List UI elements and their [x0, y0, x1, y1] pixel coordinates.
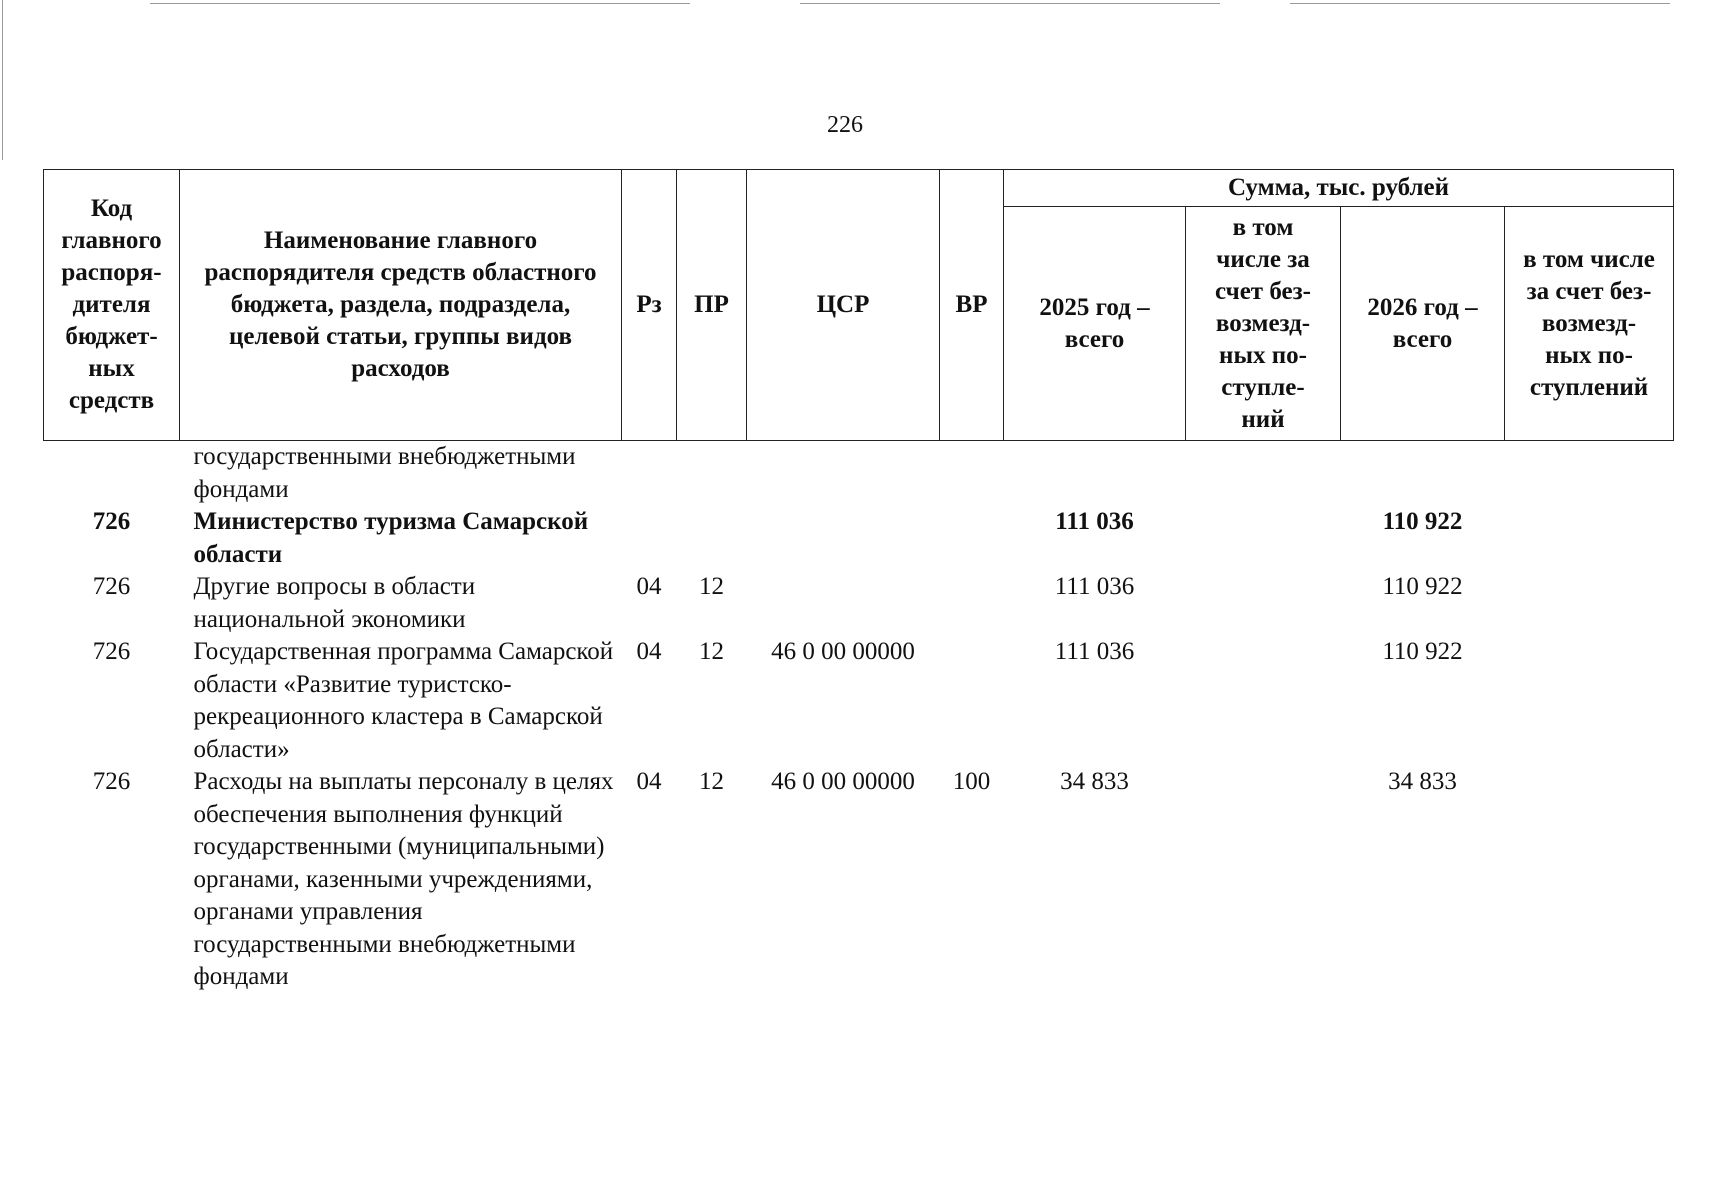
cell-csr: 46 0 00 00000 — [771, 638, 915, 665]
cell-2026-total — [1341, 441, 1505, 507]
header-code: Код главного распоря-дителя бюджет-ных средств — [44, 170, 180, 441]
cell-2025-total — [1004, 441, 1186, 507]
cell-csr — [747, 571, 940, 636]
header-2025-total: 2025 год – всего — [1004, 207, 1186, 441]
cell-2025-grants — [1186, 571, 1341, 636]
header-2026-grants: в том числе за счет без-возмезд-ных по-ступлений — [1505, 207, 1674, 441]
cell-code: 726 — [92, 573, 131, 600]
cell-2026-grants — [1505, 766, 1674, 994]
cell-2025-total: 111 036 — [1054, 573, 1135, 600]
cell-code: 726 — [92, 508, 131, 535]
cell-name: государственными внебюджетными фондами — [193, 443, 576, 503]
cell-2026-total: 110 922 — [1382, 508, 1463, 535]
cell-vr — [940, 441, 1004, 507]
cell-pr — [677, 441, 747, 507]
header-sum-group: Сумма, тыс. рублей — [1004, 170, 1674, 207]
cell-2026-total: 110 922 — [1382, 573, 1463, 600]
cell-code: 726 — [92, 768, 131, 795]
table-row — [44, 766, 1674, 994]
cell-name: Министерство туризма Самарской области — [193, 508, 589, 568]
cell-pr — [677, 506, 747, 571]
cell-rz: 04 — [636, 573, 662, 600]
cell-2025-total: 111 036 — [1054, 638, 1135, 665]
cell-vr: 100 — [952, 768, 991, 795]
cell-2025-grants — [1186, 766, 1341, 994]
header-2025-grants: в том числе за счет без-возмезд-ных по-ступле-ний — [1186, 207, 1341, 441]
cell-csr — [747, 441, 940, 507]
cell-2026-grants — [1505, 636, 1674, 766]
cell-vr — [940, 636, 1004, 766]
cell-2026-total: 110 922 — [1382, 638, 1463, 665]
table-row — [44, 636, 1674, 766]
cell-code: 726 — [92, 638, 131, 665]
cell-2025-total: 111 036 — [1055, 508, 1134, 535]
table-row — [44, 571, 1674, 636]
table-row — [44, 506, 1674, 571]
table-row — [44, 441, 1674, 507]
cell-2025-grants — [1186, 636, 1341, 766]
cell-pr: 12 — [699, 768, 724, 795]
page-number: 226 — [827, 112, 863, 138]
cell-rz — [622, 506, 677, 571]
cell-2025-grants — [1186, 506, 1341, 571]
header-csr: ЦСР — [747, 170, 940, 441]
scan-edge-line — [150, 3, 690, 4]
cell-vr — [940, 571, 1004, 636]
cell-2026-grants — [1505, 441, 1674, 507]
cell-2025-total: 34 833 — [1060, 768, 1129, 795]
cell-2026-grants — [1505, 571, 1674, 636]
header-name: Наименование главного распорядителя средств областного бюджета, раздела, подраздела, целевой статьи, группы видов расходов — [180, 170, 622, 441]
scan-edge-line — [800, 3, 1220, 4]
cell-vr — [940, 506, 1004, 571]
cell-rz: 04 — [636, 768, 662, 795]
cell-name: Другие вопросы в области национальной экономики — [193, 573, 476, 633]
table-body — [44, 441, 1674, 994]
cell-rz — [622, 441, 677, 507]
cell-2025-grants — [1186, 441, 1341, 507]
cell-pr: 12 — [699, 573, 724, 600]
scan-edge-line — [1290, 3, 1670, 4]
header-vr: ВР — [940, 170, 1004, 441]
cell-2026-grants — [1505, 506, 1674, 571]
budget-allocation-table — [43, 169, 1674, 994]
cell-pr: 12 — [699, 638, 724, 665]
header-2026-total: 2026 год – всего — [1341, 207, 1505, 441]
cell-2026-total: 34 833 — [1388, 768, 1457, 795]
table-header — [44, 170, 1674, 441]
cell-csr: 46 0 00 00000 — [771, 768, 915, 795]
cell-rz: 04 — [636, 638, 662, 665]
cell-code — [44, 441, 180, 507]
cell-name: Государственная программа Самарской области «Развитие туристско-рекреационного кластера в Самарской области» — [193, 638, 614, 763]
header-pr: ПР — [677, 170, 747, 441]
cell-name: Расходы на выплаты персоналу в целях обеспечения выполнения функций государственными (муниципальными) органами, казенными учреждениями, органами управления государственными внебюджетными фондами — [193, 768, 614, 990]
header-rz: Рз — [622, 170, 677, 441]
cell-csr — [747, 506, 940, 571]
